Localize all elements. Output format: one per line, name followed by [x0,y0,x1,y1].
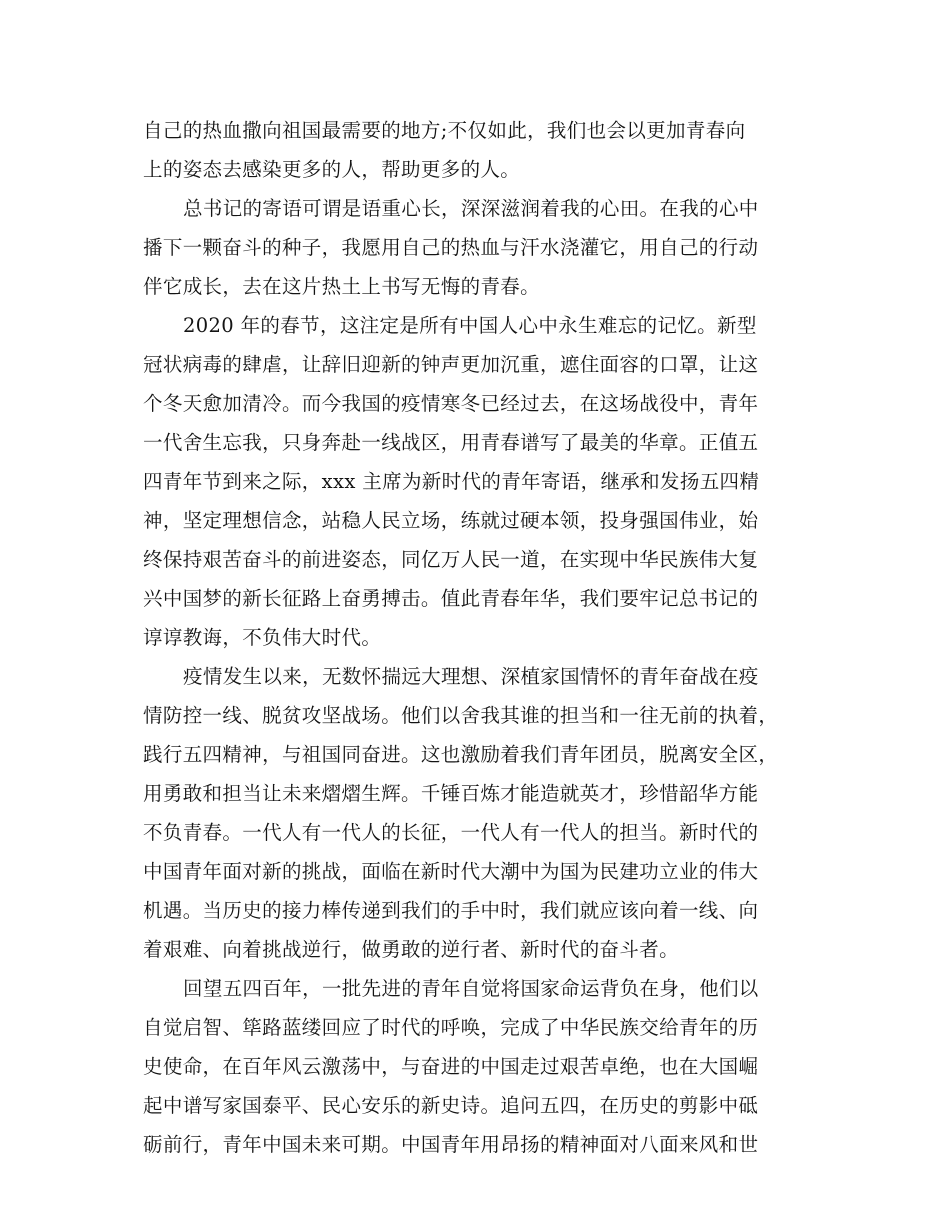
text-line: 谆谆教诲，不负伟大时代。 [143,626,382,649]
text-line: 起中谱写家国泰平、民心安乐的新史诗。追问五四，在历史的剪影中砥 [143,1094,759,1117]
text-line: 自觉启智、筚路蓝缕回应了时代的呼唤，完成了中华民族交给青年的历 [143,1016,759,1039]
text-line: 史使命，在百年风云激荡中，与奋进的中国走过艰苦卓绝，也在大国崛 [143,1055,759,1078]
text-line: 践行五四精神，与祖国同奋进。这也激励着我们青年团员，脱离安全区， [143,743,779,766]
paragraph [143,189,819,306]
text-line: 兴中国梦的新长征路上奋勇搏击。值此青春年华，我们要牢记总书记的 [143,587,759,610]
paragraph [143,969,819,1164]
text-line: 中国青年面对新的挑战，面临在新时代大潮中为国为民建功立业的伟大 [143,860,759,883]
text-line: 情防控一线、脱贫攻坚战场。他们以舍我其谁的担当和一往无前的执着， [143,704,779,727]
paragraph [143,111,819,189]
text-line: 终保持艰苦奋斗的前进姿态，同亿万人民一道，在实现中华民族伟大复 [143,548,759,571]
paragraph [143,306,819,657]
paragraph [143,657,819,969]
text-line: 用勇敢和担当让未来熠熠生辉。千锤百炼才能造就英才，珍惜韶华方能 [143,782,759,805]
text-line: 神，坚定理想信念，站稳人民立场，练就过硬本领，投身强国伟业，始 [143,509,759,532]
text-line: 播下一颗奋斗的种子，我愿用自己的热血与汗水浇灌它，用自己的行动 [143,236,759,259]
text-line: 机遇。当历史的接力棒传递到我们的手中时，我们就应该向着一线、向 [143,899,759,922]
text-line: 疫情发生以来，无数怀揣远大理想、深植家国情怀的青年奋战在疫 [183,665,759,688]
text-line: 总书记的寄语可谓是语重心长，深深滋润着我的心田。在我的心中 [183,197,759,220]
text-line: 回望五四百年，一批先进的青年自觉将国家命运背负在身，他们以 [183,977,759,1000]
text-line: 伴它成长，去在这片热土上书写无悔的青春。 [143,275,541,298]
text-line: 着艰难、向着挑战逆行，做勇敢的逆行者、新时代的奋斗者。 [143,938,679,961]
text-line: 不负青春。一代人有一代人的长征，一代人有一代人的担当。新时代的 [143,821,759,844]
text-line: 个冬天愈加清冷。而今我国的疫情寒冬已经过去，在这场战役中，青年 [143,392,759,415]
text-line: 2020 年的春节，这注定是所有中国人心中永生难忘的记忆。新型 [183,314,757,337]
text-line: 冠状病毒的肆虐，让辞旧迎新的钟声更加沉重，遮住面容的口罩，让这 [143,353,759,376]
document-body [143,111,819,1164]
text-line: 一代舍生忘我，只身奔赴一线战区，用青春谱写了最美的华章。正值五 [143,431,759,454]
text-line: 四青年节到来之际，xxx 主席为新时代的青年寄语，继承和发扬五四精 [143,470,760,493]
text-line: 上的姿态去感染更多的人，帮助更多的人。 [143,158,521,181]
text-line: 砺前行，青年中国未来可期。中国青年用昂扬的精神面对八面来风和世 [143,1133,759,1156]
text-line: 自己的热血撒向祖国最需要的地方;不仅如此，我们也会以更加青春向 [143,119,746,142]
